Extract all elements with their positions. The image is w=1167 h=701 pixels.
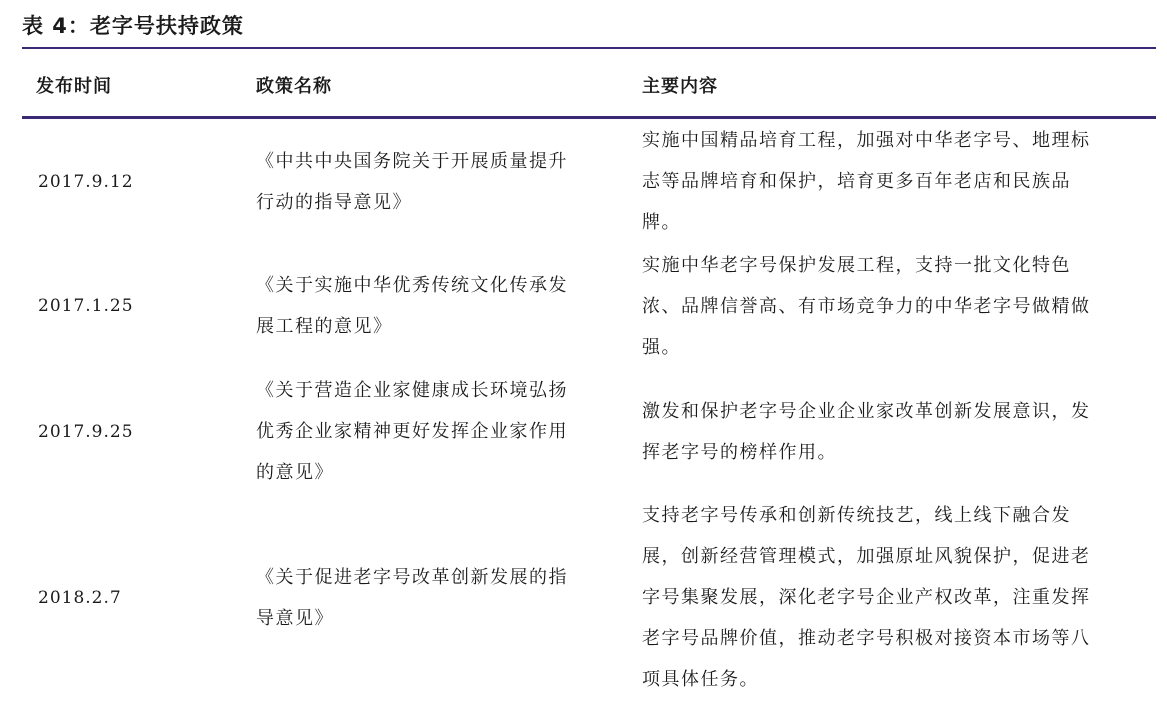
policy-name-line: 《中共中央国务院关于开展质量提升 <box>256 151 568 172</box>
row-content <box>642 120 1142 243</box>
content-line: 志等品牌培育和保护，培育更多百年老店和民族品 <box>642 171 1071 192</box>
content-line: 牌。 <box>642 212 681 233</box>
content-line: 展，创新经营管理模式，加强原址风貌保护，促进老 <box>642 546 1091 567</box>
policy-name-line: 优秀企业家精神更好发挥企业家作用 <box>256 421 568 442</box>
header-policy-name: 政策名称 <box>256 76 332 97</box>
policy-name-line: 行动的指导意见》 <box>256 192 412 213</box>
row-policy-name <box>256 370 606 493</box>
policy-name-line: 《关于实施中华优秀传统文化传承发 <box>256 275 568 296</box>
content-line: 支持老字号传承和创新传统技艺，线上线下融合发 <box>642 505 1071 526</box>
header-date: 发布时间 <box>36 76 112 97</box>
content-line: 实施中国精品培育工程，加强对中华老字号、地理标 <box>642 130 1091 151</box>
row-date: 2018.2.7 <box>38 588 122 608</box>
table-title: 表 4：老字号扶持政策 <box>22 14 244 38</box>
policy-name-line: 展工程的意见》 <box>256 316 393 337</box>
row-policy-name <box>256 265 606 347</box>
content-line: 字号集聚发展，深化老字号企业产权改革，注重发挥 <box>642 587 1091 608</box>
row-date: 2017.9.25 <box>38 422 134 442</box>
content-line: 强。 <box>642 337 681 358</box>
row-date: 2017.1.25 <box>38 296 134 316</box>
content-line: 实施中华老字号保护发展工程，支持一批文化特色 <box>642 255 1071 276</box>
row-date: 2017.9.12 <box>38 172 134 192</box>
row-content <box>642 245 1142 368</box>
row-content <box>642 391 1142 473</box>
row-content <box>642 495 1142 700</box>
content-line: 项具体任务。 <box>642 669 759 690</box>
content-line: 挥老字号的榜样作用。 <box>642 442 837 463</box>
policy-name-line: 《关于营造企业家健康成长环境弘扬 <box>256 380 568 401</box>
row-policy-name <box>256 141 606 223</box>
content-line: 浓、品牌信誉高、有市场竞争力的中华老字号做精做 <box>642 296 1091 317</box>
policy-name-line: 导意见》 <box>256 608 334 629</box>
content-line: 激发和保护老字号企业企业家改革创新发展意识，发 <box>642 401 1091 422</box>
policy-name-line: 《关于促进老字号改革创新发展的指 <box>256 567 568 588</box>
content-line: 老字号品牌价值，推动老字号积极对接资本市场等八 <box>642 628 1091 649</box>
header-rule <box>22 116 1156 119</box>
header-content: 主要内容 <box>642 76 718 97</box>
policy-name-line: 的意见》 <box>256 462 334 483</box>
top-rule <box>22 47 1156 49</box>
row-policy-name <box>256 557 606 639</box>
